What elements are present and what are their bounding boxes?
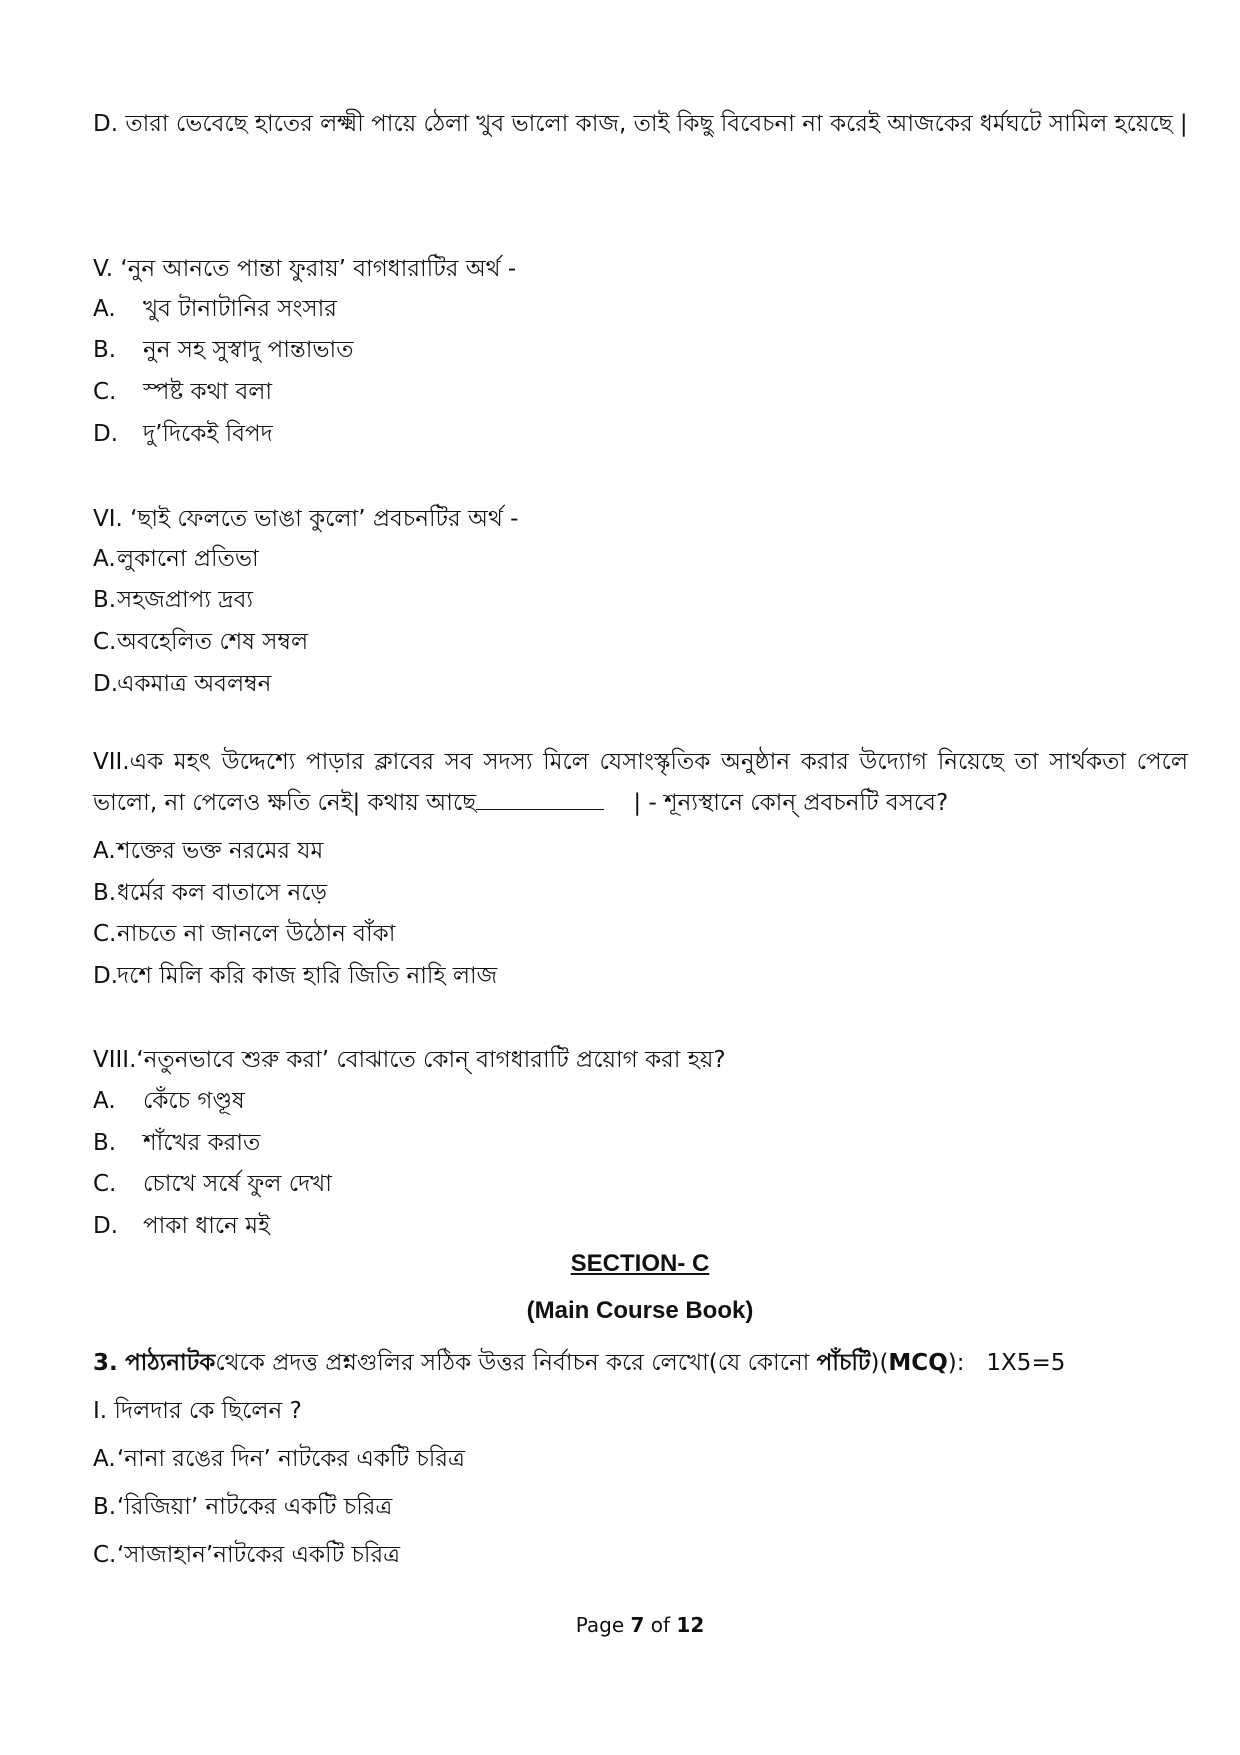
section-title: SECTION- C [570,1250,710,1277]
option-letter: C. [93,1542,117,1568]
q5-option-d [93,415,273,454]
option-letter: B. [93,880,117,906]
option-text: ‘রিজিয়া’ নাটকের একটি চরিত্র [117,1494,393,1520]
option-text: দশে মিলি করি কাজ হারি জিতি নাহি লাজ [117,963,498,989]
q7-question-part2: | - শূন্যস্থানে কোন্ প্রবচনটি বসবে? [633,790,949,816]
q3-bold-drama: পাঠ্যনাটক [125,1350,216,1376]
q3-text3: ): [947,1350,965,1376]
q3-text2: )( [870,1350,889,1376]
option-text: শক্তের ভক্ত নরমের যম [117,838,324,864]
q3-sub1-option-a [93,1440,465,1479]
option-text: দু’দিকেই বিপদ [143,421,273,447]
option-text: কেঁচে গণ্ডূষ [143,1088,245,1114]
option-letter: C. [93,379,117,405]
q6-question: VI. ‘ছাই ফেলতে ভাঙা কুলো’ প্রবচনটির অর্থ - [93,506,519,532]
q7-option-a [93,832,323,871]
fill-in-blank [476,789,604,810]
option-letter: B. [93,1494,117,1520]
option-text: নাচতে না জানলে উঠোন বাঁকা [117,921,396,947]
option-letter: D. [93,671,119,697]
option-letter: C. [93,1171,117,1197]
option-text: চোখে সর্ষে ফুল দেখা [143,1171,332,1197]
option-letter: B. [93,1130,117,1156]
footer-page-number: 7 [630,1613,645,1637]
footer-page-word: Page [575,1613,625,1637]
page-footer [0,1613,1240,1637]
q6-option-a [93,540,259,579]
q8-option-b [93,1124,260,1163]
option-text: একমাত্র অবলম্বন [117,671,272,697]
q5-question: V. ‘নুন আনতে পান্তা ফুরায়’ বাগধারাটির অর্থ - [93,256,517,282]
option-letter: C. [93,629,117,655]
q7-question [93,742,1188,824]
q6-option-d [93,665,271,704]
option-letter: C. [93,921,117,947]
option-text: নুন সহ সুস্বাদু পান্তাভাত [143,337,354,363]
q3-text1: থেকে প্রদত্ত প্রশ্নগুলির সঠিক উত্তর নির্বাচন করে লেখো(যে কোনো [215,1350,810,1376]
option-text: ধর্মের কল বাতাসে নড়ে [117,880,327,906]
q7-option-c [93,915,395,954]
option-text: স্পষ্ট কথা বলা [143,379,273,405]
q7-option-d [93,957,497,996]
q8-option-d [93,1207,270,1246]
option-text: পাকা ধানে মই [143,1213,270,1239]
q3-sub1-question: I. দিলদার কে ছিলেন ? [93,1398,302,1424]
q3-bold-five: পাঁচটি [816,1350,871,1376]
option-text: শাঁখের করাত [143,1130,261,1156]
option-letter: A. [93,1088,116,1114]
footer-of-word: of [650,1613,671,1637]
q7-question-part1: VII.এক মহৎ উদ্দেশ্যে পাড়ার ক্লাবের সব সদস্য মিলে যেসাংস্কৃতিক অনুষ্ঠান করার উদ্যোগ নিয়েছে তা সার্থকতা পেলে ভালো, না পেলেও ক্ষতি নেই| কথায় আছে [93,749,1188,816]
q4-option-d: D. তারা ভেবেছে হাতের লক্ষ্মী পায়ে ঠেলা খুব ভালো কাজ, তাই কিছু বিবেচনা না করেই আজকের ধর্মঘটে সামিল হয়েছে | [93,111,1188,137]
q3-instruction [93,1344,1065,1383]
q3-marks: 1X5=5 [986,1350,1066,1376]
q8-question: VIII.‘নতুনভাবে শুরু করা’ বোঝাতে কোন্ বাগধারাটি প্রয়োগ করা হয়? [93,1047,726,1073]
q8-option-a [93,1082,245,1121]
option-letter: B. [93,587,117,613]
option-letter: A. [93,838,116,864]
q3-sub1-option-b [93,1488,392,1527]
section-subtitle: (Main Course Book) [526,1297,754,1324]
q6-option-c [93,623,308,662]
option-letter: A. [93,1446,116,1472]
q8-option-c [93,1165,332,1204]
option-letter: A. [93,546,116,572]
q3-bold-mcq: MCQ [888,1350,948,1376]
option-text: লুকানো প্রতিভা [117,546,259,572]
option-text: খুব টানাটানির সংসার [143,296,337,322]
option-text: ‘সাজাহান’নাটকের একটি চরিত্র [117,1542,400,1568]
option-letter: D. [93,1213,119,1239]
q6-option-b [93,581,253,620]
option-text: ‘নানা রঙের দিন’ নাটকের একটি চরিত্র [117,1446,465,1472]
q5-option-a [93,290,337,329]
q5-option-c [93,373,272,412]
option-letter: D. [93,421,119,447]
q3-number: 3. [93,1350,118,1376]
option-letter: D. [93,963,119,989]
option-letter: B. [93,337,117,363]
q3-sub1-option-c [93,1536,400,1575]
option-text: অবহেলিত শেষ সম্বল [117,629,309,655]
option-letter: A. [93,296,116,322]
q5-option-b [93,331,353,370]
q7-option-b [93,874,327,913]
option-text: সহজপ্রাপ্য দ্রব্য [117,587,254,613]
footer-total-pages: 12 [676,1613,705,1637]
